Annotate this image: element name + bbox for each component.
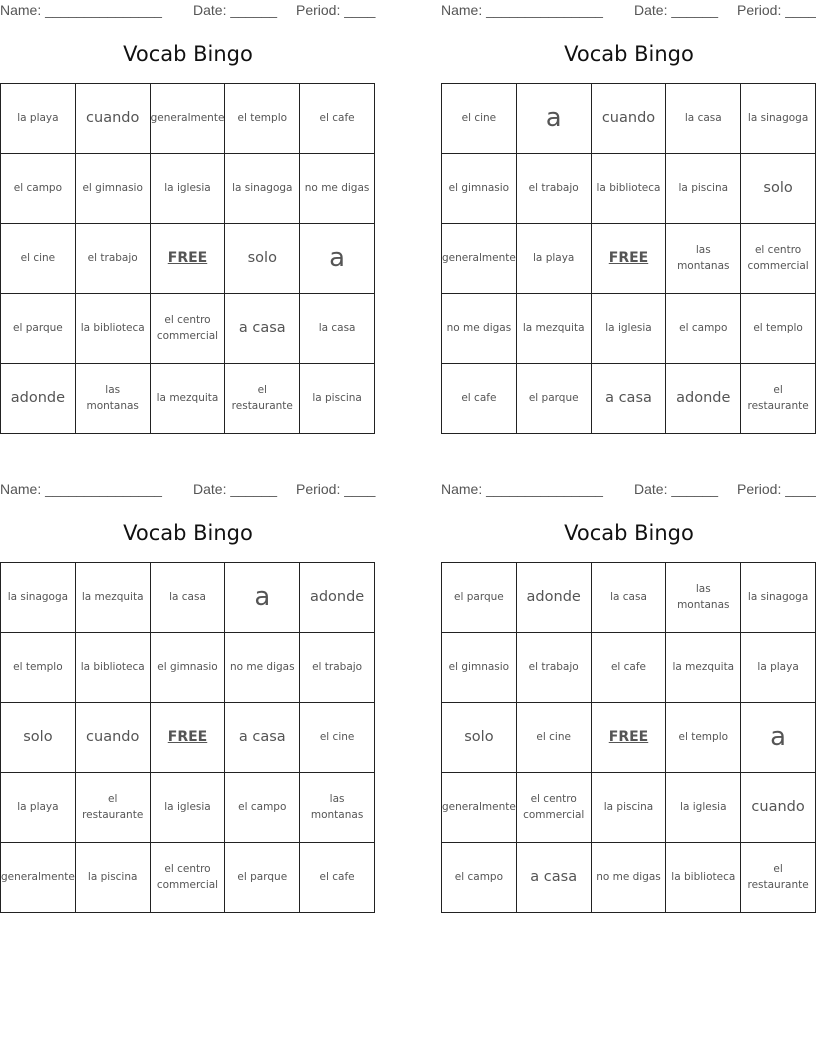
card-header	[441, 2, 816, 20]
bingo-card-4	[441, 479, 816, 915]
bingo-cell: el cine	[300, 703, 375, 773]
bingo-cell: no me digas	[300, 154, 375, 224]
name-field: Name: _______________	[441, 2, 603, 18]
bingo-cell: la sinagoga	[225, 154, 300, 224]
bingo-cell: a	[517, 84, 592, 154]
bingo-cell: adonde	[517, 563, 592, 633]
bingo-cell: adonde	[300, 563, 375, 633]
card-header	[441, 481, 816, 499]
bingo-cell: la mezquita	[666, 633, 741, 703]
bingo-card-2	[441, 0, 816, 436]
bingo-cell: el trabajo	[300, 633, 375, 703]
bingo-cell: a casa	[592, 364, 667, 434]
bingo-grid	[441, 83, 816, 434]
free-space-cell: FREE	[151, 224, 226, 294]
date-field: Date: ______	[634, 2, 719, 18]
free-space-cell: FREE	[592, 224, 667, 294]
bingo-cell: a	[741, 703, 816, 773]
bingo-cell: la biblioteca	[76, 633, 151, 703]
bingo-cell: la mezquita	[517, 294, 592, 364]
card-header	[0, 481, 376, 499]
date-field: Date: ______	[193, 481, 278, 497]
bingo-cell: el parque	[1, 294, 76, 364]
bingo-cell: el restaurante	[76, 773, 151, 843]
bingo-cell: el templo	[741, 294, 816, 364]
bingo-cell: la casa	[151, 563, 226, 633]
bingo-cell: adonde	[1, 364, 76, 434]
bingo-cell: la playa	[1, 84, 76, 154]
bingo-cell: el gimnasio	[151, 633, 226, 703]
bingo-cell: la iglesia	[666, 773, 741, 843]
bingo-cell: a casa	[517, 843, 592, 913]
name-field: Name: _______________	[0, 481, 162, 497]
bingo-cell: el restaurante	[741, 364, 816, 434]
bingo-cell: a	[300, 224, 375, 294]
bingo-cell: el cafe	[592, 633, 667, 703]
bingo-cell: el campo	[442, 843, 517, 913]
bingo-cell: a casa	[225, 294, 300, 364]
bingo-cell: generalmente	[442, 224, 517, 294]
bingo-cell: el cafe	[300, 843, 375, 913]
bingo-cell: el centro commercial	[741, 224, 816, 294]
bingo-grid	[441, 562, 816, 913]
period-field: Period: ____	[737, 2, 816, 18]
bingo-cell: solo	[225, 224, 300, 294]
bingo-cell: solo	[1, 703, 76, 773]
bingo-cell: la mezquita	[151, 364, 226, 434]
bingo-card-3	[0, 479, 376, 915]
bingo-cell: la piscina	[76, 843, 151, 913]
bingo-cell: la iglesia	[151, 773, 226, 843]
bingo-cell: el templo	[1, 633, 76, 703]
card-header	[0, 2, 376, 20]
bingo-cell: la iglesia	[592, 294, 667, 364]
bingo-cell: no me digas	[592, 843, 667, 913]
bingo-cell: el gimnasio	[76, 154, 151, 224]
bingo-cell: las montanas	[300, 773, 375, 843]
bingo-cell: generalmente	[1, 843, 76, 913]
bingo-cell: la sinagoga	[741, 563, 816, 633]
bingo-cell: las montanas	[666, 224, 741, 294]
bingo-cell: la biblioteca	[76, 294, 151, 364]
bingo-cell: el parque	[517, 364, 592, 434]
bingo-cell: a	[225, 563, 300, 633]
bingo-cell: el restaurante	[225, 364, 300, 434]
bingo-cell: el centro commercial	[151, 843, 226, 913]
bingo-cell: el cafe	[442, 364, 517, 434]
bingo-cell: la playa	[517, 224, 592, 294]
bingo-cell: no me digas	[442, 294, 517, 364]
bingo-cell: las montanas	[666, 563, 741, 633]
bingo-grid	[0, 83, 375, 434]
bingo-cell: la biblioteca	[592, 154, 667, 224]
name-field: Name: _______________	[441, 481, 603, 497]
free-space-cell: FREE	[151, 703, 226, 773]
bingo-cell: la playa	[741, 633, 816, 703]
bingo-cell: la piscina	[666, 154, 741, 224]
bingo-cell: las montanas	[76, 364, 151, 434]
bingo-cell: el cine	[1, 224, 76, 294]
bingo-cell: el campo	[666, 294, 741, 364]
bingo-cell: cuando	[76, 84, 151, 154]
date-field: Date: ______	[193, 2, 278, 18]
bingo-cell: la casa	[666, 84, 741, 154]
bingo-cell: el parque	[225, 843, 300, 913]
bingo-cell: el trabajo	[517, 633, 592, 703]
date-field: Date: ______	[634, 481, 719, 497]
bingo-cell: el trabajo	[76, 224, 151, 294]
bingo-cell: el cine	[517, 703, 592, 773]
bingo-cell: la casa	[592, 563, 667, 633]
bingo-cell: el campo	[1, 154, 76, 224]
bingo-cell: el parque	[442, 563, 517, 633]
card-title: Vocab Bingo	[123, 521, 253, 545]
bingo-cell: no me digas	[225, 633, 300, 703]
bingo-cell: solo	[741, 154, 816, 224]
bingo-cell: el trabajo	[517, 154, 592, 224]
bingo-cell: adonde	[666, 364, 741, 434]
bingo-cell: la sinagoga	[741, 84, 816, 154]
bingo-cell: cuando	[741, 773, 816, 843]
bingo-cell: generalmente	[442, 773, 517, 843]
bingo-cell: cuando	[592, 84, 667, 154]
bingo-cell: la iglesia	[151, 154, 226, 224]
free-space-cell: FREE	[592, 703, 667, 773]
period-field: Period: ____	[296, 481, 376, 497]
bingo-cell: el centro commercial	[151, 294, 226, 364]
card-title: Vocab Bingo	[123, 42, 253, 66]
bingo-cell: la playa	[1, 773, 76, 843]
bingo-cell: la sinagoga	[1, 563, 76, 633]
bingo-cell: el cine	[442, 84, 517, 154]
card-title: Vocab Bingo	[564, 42, 694, 66]
bingo-cell: el cafe	[300, 84, 375, 154]
bingo-cell: el campo	[225, 773, 300, 843]
bingo-cell: la casa	[300, 294, 375, 364]
card-title: Vocab Bingo	[564, 521, 694, 545]
bingo-grid	[0, 562, 375, 913]
name-field: Name: _______________	[0, 2, 162, 18]
bingo-cell: solo	[442, 703, 517, 773]
bingo-cell: a casa	[225, 703, 300, 773]
bingo-card-1	[0, 0, 376, 436]
bingo-cell: el templo	[666, 703, 741, 773]
bingo-cell: la mezquita	[76, 563, 151, 633]
bingo-cell: el gimnasio	[442, 633, 517, 703]
bingo-cell: el templo	[225, 84, 300, 154]
bingo-cell: la biblioteca	[666, 843, 741, 913]
bingo-cell: el gimnasio	[442, 154, 517, 224]
bingo-cell: el centro commercial	[517, 773, 592, 843]
bingo-cell: cuando	[76, 703, 151, 773]
bingo-cell: generalmente	[151, 84, 226, 154]
bingo-cell: la piscina	[592, 773, 667, 843]
period-field: Period: ____	[737, 481, 816, 497]
bingo-cell: la piscina	[300, 364, 375, 434]
period-field: Period: ____	[296, 2, 376, 18]
bingo-cell: el restaurante	[741, 843, 816, 913]
